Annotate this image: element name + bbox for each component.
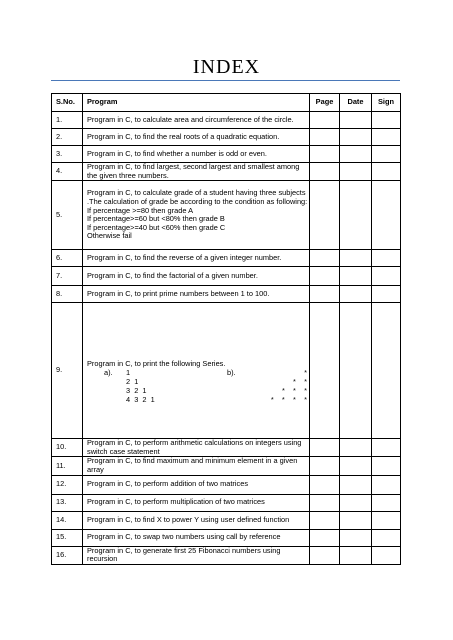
header-sno: S.No. bbox=[52, 94, 83, 112]
grade-condition: If percentage>=40 but <60% then grade C bbox=[87, 222, 226, 232]
program-text: Program in C, to find X to power Y using user defined function bbox=[87, 514, 290, 524]
row-sign bbox=[372, 286, 401, 303]
row-page bbox=[310, 546, 340, 564]
row-date bbox=[340, 457, 372, 475]
row-sign bbox=[372, 494, 401, 511]
row-date bbox=[340, 494, 372, 511]
program-text: Program in C, to print the following Series. bbox=[87, 358, 226, 368]
program-text: Program in C, to perform addition of two matrices bbox=[87, 479, 249, 489]
table-row bbox=[52, 546, 401, 564]
program-text: Program in C, to find the reverse of a given integer number. bbox=[87, 252, 282, 262]
row-sno: 14. bbox=[52, 511, 83, 529]
row-date bbox=[340, 286, 372, 303]
row-sno: 7. bbox=[52, 267, 83, 286]
program-text: Program in C, to find maximum and minimum element in a given array bbox=[87, 456, 298, 474]
row-program bbox=[83, 163, 310, 181]
row-sign bbox=[372, 303, 401, 439]
row-sno: 12. bbox=[52, 475, 83, 494]
row-date bbox=[340, 511, 372, 529]
row-sign bbox=[372, 511, 401, 529]
row-sno: 4. bbox=[52, 163, 83, 181]
series-patterns bbox=[87, 369, 309, 409]
row-page bbox=[310, 129, 340, 146]
row-page bbox=[310, 529, 340, 546]
row-sno: 10. bbox=[52, 439, 83, 457]
table-row bbox=[52, 163, 401, 181]
program-text: Program in C, to calculate area and circumference of the circle. bbox=[87, 114, 294, 124]
row-sign bbox=[372, 529, 401, 546]
row-page bbox=[310, 457, 340, 475]
row-program bbox=[83, 129, 310, 146]
row-sign bbox=[372, 475, 401, 494]
series-b-line: * * bbox=[293, 377, 307, 387]
row-sno: 15. bbox=[52, 529, 83, 546]
program-text: Program in C, to generate first 25 Fibonacci numbers using recursion bbox=[87, 546, 281, 564]
row-sno: 16. bbox=[52, 546, 83, 564]
row-date bbox=[340, 439, 372, 457]
row-date bbox=[340, 163, 372, 181]
row-program bbox=[83, 286, 310, 303]
program-text: Program in C, to find largest, second largest and smallest among the given three numbers. bbox=[87, 162, 300, 180]
row-sign bbox=[372, 250, 401, 267]
row-page bbox=[310, 267, 340, 286]
row-sno: 9. bbox=[52, 303, 83, 439]
row-date bbox=[340, 475, 372, 494]
row-page bbox=[310, 112, 340, 129]
table-row bbox=[52, 475, 401, 494]
row-program bbox=[83, 112, 310, 129]
row-program bbox=[83, 494, 310, 511]
row-sno: 3. bbox=[52, 146, 83, 163]
header-row bbox=[52, 94, 401, 112]
row-date bbox=[340, 303, 372, 439]
table-row bbox=[52, 286, 401, 303]
row-page bbox=[310, 163, 340, 181]
page-title: INDEX bbox=[192, 56, 261, 78]
row-page bbox=[310, 146, 340, 163]
row-program bbox=[83, 529, 310, 546]
series-b-label: b). bbox=[227, 368, 236, 378]
grade-condition: Otherwise fail bbox=[87, 231, 132, 241]
row-sno: 6. bbox=[52, 250, 83, 267]
table-row bbox=[52, 303, 401, 439]
row-date bbox=[340, 546, 372, 564]
series-b-line: * bbox=[304, 368, 307, 378]
row-program bbox=[83, 146, 310, 163]
table-row bbox=[52, 129, 401, 146]
row-sign bbox=[372, 163, 401, 181]
header-date: Date bbox=[340, 94, 372, 112]
program-text: Program in C, to calculate grade of a student having three subjects .The calculation of grade be according to the condition as following: bbox=[87, 188, 308, 206]
row-program bbox=[83, 250, 310, 267]
row-sign bbox=[372, 112, 401, 129]
row-sno: 11. bbox=[52, 457, 83, 475]
series-a-line: 3 2 1 bbox=[126, 386, 147, 396]
row-program bbox=[83, 457, 310, 475]
row-page bbox=[310, 286, 340, 303]
program-text: Program in C, to find whether a number is odd or even. bbox=[87, 148, 267, 158]
row-page bbox=[310, 303, 340, 439]
row-program bbox=[83, 511, 310, 529]
row-page bbox=[310, 475, 340, 494]
row-sign bbox=[372, 146, 401, 163]
table-row bbox=[52, 181, 401, 250]
series-b-line: * * * bbox=[281, 386, 307, 396]
row-program bbox=[83, 546, 310, 564]
table-row bbox=[52, 267, 401, 286]
series-b-line: * * * * bbox=[270, 395, 307, 405]
row-date bbox=[340, 250, 372, 267]
program-text: Program in C, to perform multiplication of two matrices bbox=[87, 497, 265, 507]
program-text: Program in C, to print prime numbers between 1 to 100. bbox=[87, 288, 270, 298]
row-sign bbox=[372, 457, 401, 475]
header-page: Page bbox=[310, 94, 340, 112]
series-a-line: 1 bbox=[126, 368, 131, 378]
program-text: Program in C, to find the factorial of a given number. bbox=[87, 270, 258, 280]
row-sno: 13. bbox=[52, 494, 83, 511]
table-row bbox=[52, 250, 401, 267]
row-page bbox=[310, 250, 340, 267]
row-date bbox=[340, 146, 372, 163]
row-page bbox=[310, 439, 340, 457]
row-sign bbox=[372, 181, 401, 250]
row-date bbox=[340, 181, 372, 250]
row-date bbox=[340, 267, 372, 286]
header-program: Program bbox=[83, 94, 310, 112]
title-underline bbox=[51, 80, 400, 81]
program-text: Program in C, to swap two numbers using call by reference bbox=[87, 532, 281, 542]
program-text: Program in C, to find the real roots of a quadratic equation. bbox=[87, 131, 280, 141]
series-a-line: 2 1 bbox=[126, 377, 139, 387]
table-row bbox=[52, 146, 401, 163]
row-program bbox=[83, 267, 310, 286]
table-row bbox=[52, 457, 401, 475]
row-program bbox=[83, 439, 310, 457]
row-sign bbox=[372, 546, 401, 564]
row-date bbox=[340, 129, 372, 146]
table-row bbox=[52, 494, 401, 511]
table-row bbox=[52, 439, 401, 457]
row-sno: 8. bbox=[52, 286, 83, 303]
row-page bbox=[310, 494, 340, 511]
series-a-line: 4 3 2 1 bbox=[126, 395, 155, 405]
table-row bbox=[52, 511, 401, 529]
row-program bbox=[83, 181, 310, 250]
row-date bbox=[340, 112, 372, 129]
row-page bbox=[310, 181, 340, 250]
row-sno: 1. bbox=[52, 112, 83, 129]
row-page bbox=[310, 511, 340, 529]
grade-condition: If percentage>=60 but <80% then grade B bbox=[87, 214, 225, 224]
row-sign bbox=[372, 267, 401, 286]
row-sno: 5. bbox=[52, 181, 83, 250]
header-sign: Sign bbox=[372, 94, 401, 112]
row-sign bbox=[372, 439, 401, 457]
row-sno: 2. bbox=[52, 129, 83, 146]
row-sign bbox=[372, 129, 401, 146]
index-table bbox=[51, 93, 401, 565]
table-row bbox=[52, 529, 401, 546]
grade-condition: If percentage >=80 then grade A bbox=[87, 205, 194, 215]
row-program bbox=[83, 475, 310, 494]
table-row bbox=[52, 112, 401, 129]
row-date bbox=[340, 529, 372, 546]
program-text: Program in C, to perform arithmetic calculations on integers using switch case statement bbox=[87, 438, 302, 456]
series-a-label: a). bbox=[104, 368, 113, 378]
row-program bbox=[83, 303, 310, 439]
